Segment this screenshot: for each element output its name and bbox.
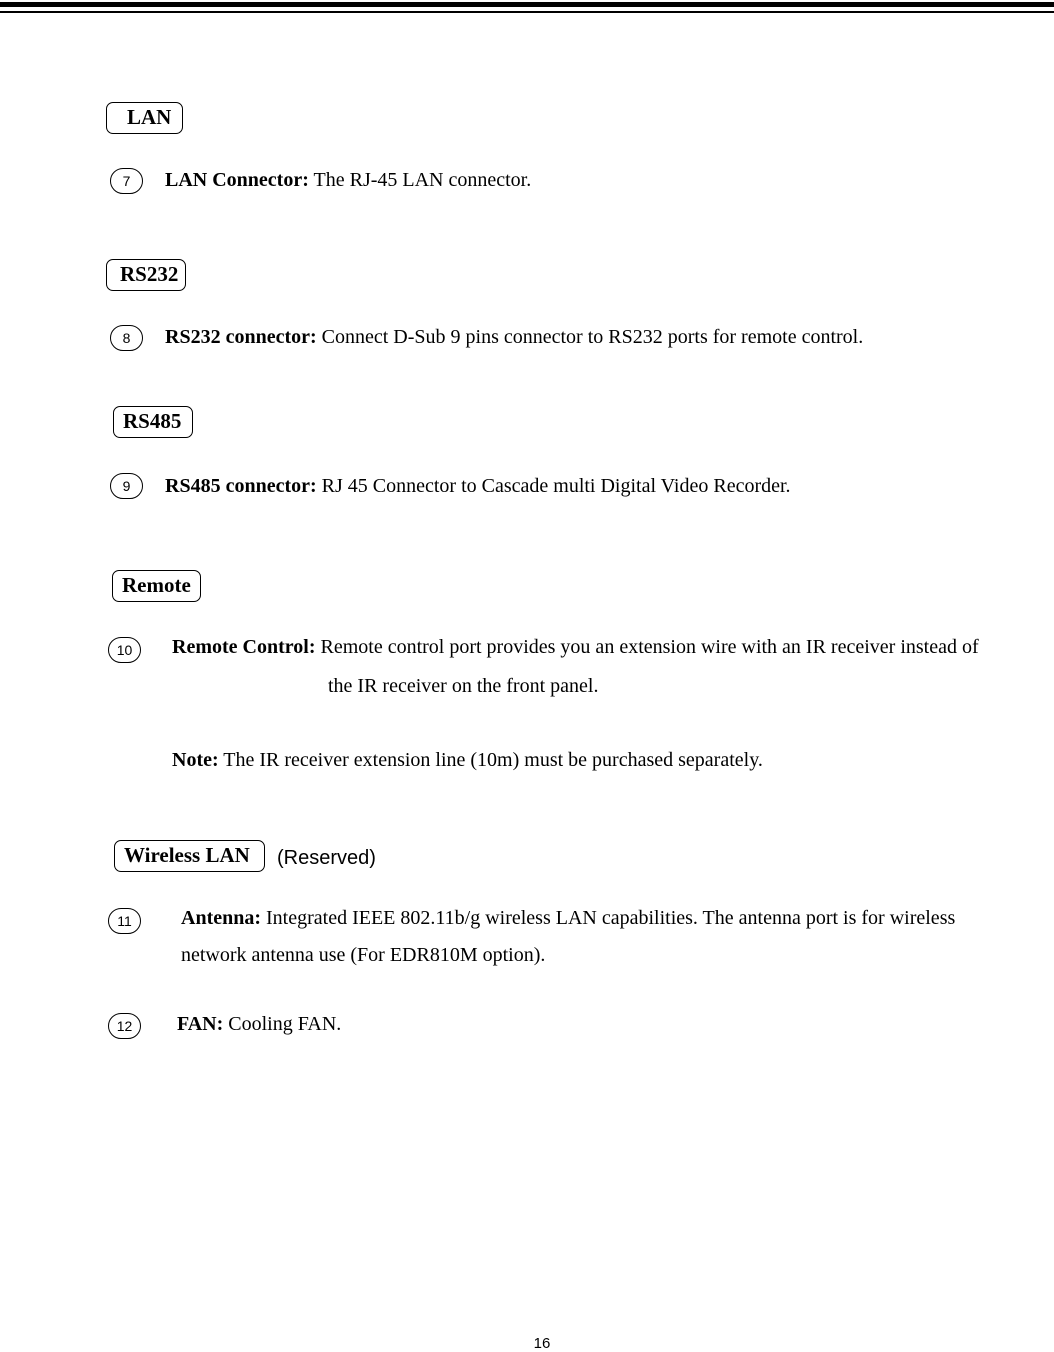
- item-text: Remote control port provides you an extension wire with an IR receiver instead of: [320, 636, 979, 658]
- header-rule-thin: [0, 11, 1054, 13]
- item-text: RJ 45 Connector to Cascade multi Digital Video Recorder.: [321, 475, 791, 497]
- item-text: The RJ-45 LAN connector.: [313, 169, 532, 191]
- item-label: Remote Control:: [172, 636, 316, 658]
- remote-control-description-continued: the IR receiver on the front panel.: [328, 675, 599, 697]
- rs485-connector-description: [165, 474, 791, 498]
- item-label: RS232 connector:: [165, 326, 317, 348]
- remote-note: [172, 748, 763, 772]
- remote-control-description: [172, 635, 979, 659]
- antenna-description: [181, 906, 955, 930]
- item-number-badge: 8: [110, 325, 143, 351]
- section-tag-rs232: RS232: [106, 259, 186, 291]
- page-number: 16: [533, 1335, 551, 1352]
- item-number-badge: 11: [108, 908, 141, 934]
- section-tag-rs485: RS485: [113, 406, 193, 438]
- item-label: LAN Connector:: [165, 169, 309, 191]
- item-text: Integrated IEEE 802.11b/g wireless LAN capabilities. The antenna port is for wireless: [266, 907, 956, 929]
- section-tag-wireless-lan: Wireless LAN: [114, 840, 265, 872]
- item-number-badge: 12: [108, 1013, 141, 1039]
- section-tag-lan: LAN: [106, 102, 183, 134]
- item-text: Cooling FAN.: [228, 1013, 342, 1035]
- item-number-badge: 9: [110, 473, 143, 499]
- reserved-note: (Reserved): [277, 847, 376, 869]
- item-label: RS485 connector:: [165, 475, 317, 497]
- note-label: Note:: [172, 749, 219, 771]
- antenna-description-continued: network antenna use (For EDR810M option).: [181, 944, 546, 966]
- header-rule-thick: [0, 2, 1054, 7]
- rs232-connector-description: [165, 325, 863, 349]
- item-text: Connect D-Sub 9 pins connector to RS232 ports for remote control.: [321, 326, 864, 348]
- item-number-badge: 7: [110, 168, 143, 194]
- note-text: The IR receiver extension line (10m) must be purchased separately.: [223, 749, 763, 771]
- lan-connector-description: [165, 168, 531, 192]
- item-label: FAN:: [177, 1013, 224, 1035]
- fan-description: [177, 1012, 341, 1036]
- item-number-badge: 10: [108, 637, 141, 663]
- section-tag-remote: Remote: [112, 570, 201, 602]
- item-label: Antenna:: [181, 907, 262, 929]
